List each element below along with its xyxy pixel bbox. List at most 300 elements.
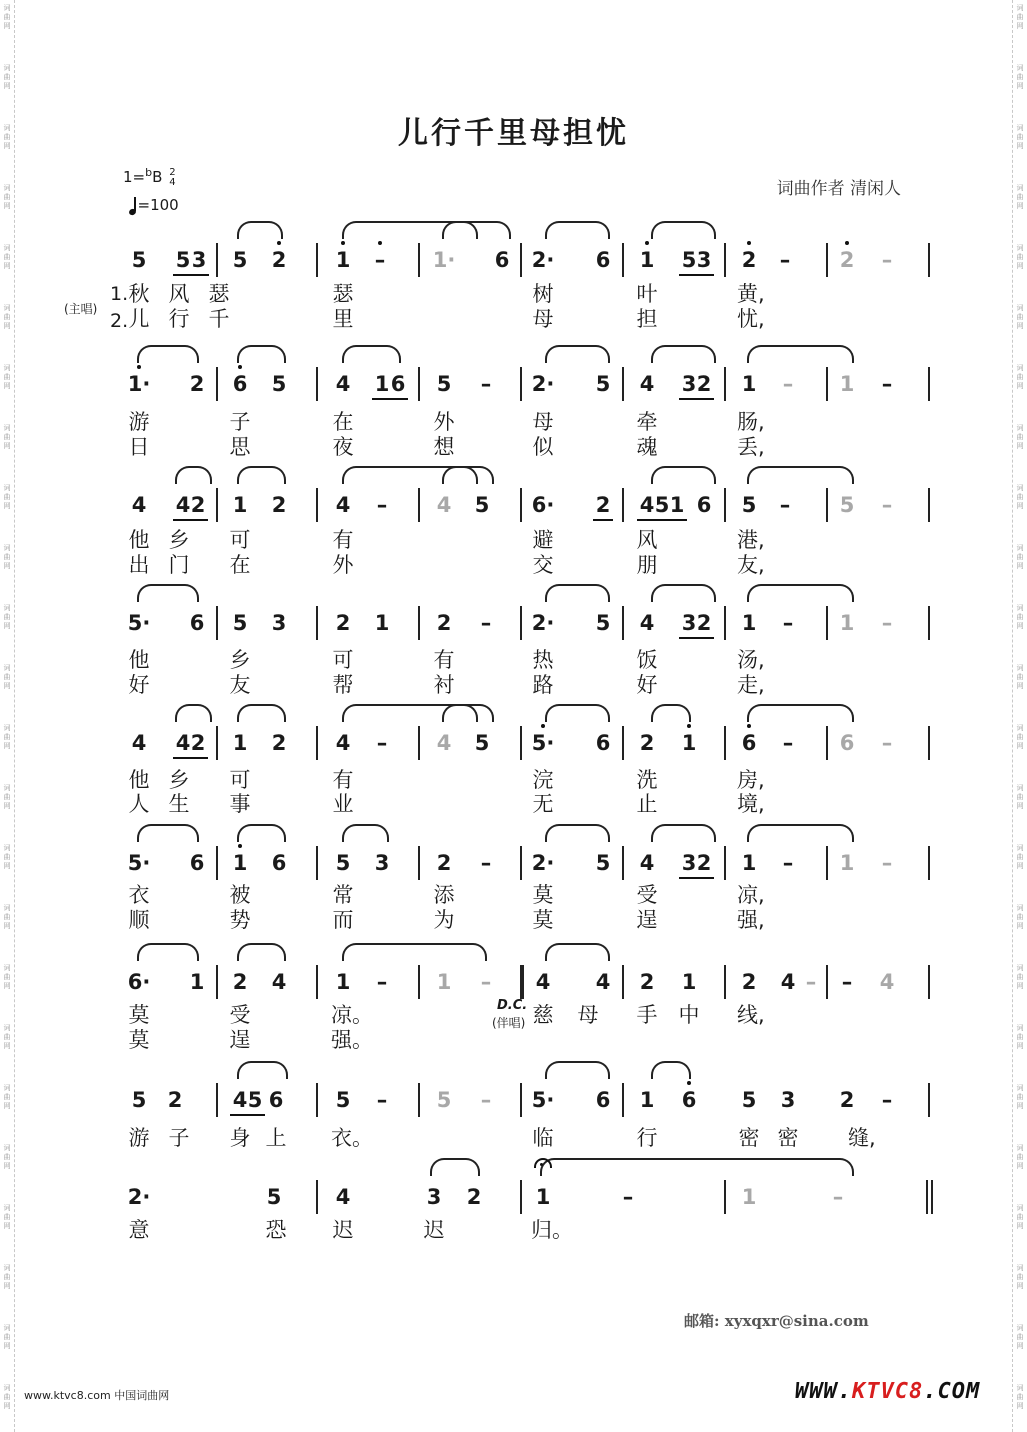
slur-arc [442, 704, 494, 722]
watermark-glyphs: 词 曲 网 [3, 1384, 11, 1410]
score-note: 1 [681, 970, 697, 994]
score-note: 4 [639, 611, 655, 635]
watermark-glyphs: 词 曲 网 [3, 964, 11, 990]
score-note: 5 [232, 248, 248, 272]
slur-arc [545, 1061, 610, 1079]
score-note: 6· [127, 970, 151, 994]
score-note: 5 [243, 1088, 267, 1112]
time-top: 2 [169, 166, 176, 178]
score-note: – [782, 851, 794, 875]
score-note: 1 [635, 248, 659, 272]
score-note: 4 [335, 731, 351, 755]
score-note: 5 [131, 1088, 147, 1112]
score-note: – [881, 731, 893, 755]
score-row [0, 488, 1027, 528]
score-note: – [480, 1088, 492, 1112]
verse-2-number: 2. [110, 310, 129, 332]
slur-arc [175, 466, 212, 484]
slur-arc [137, 824, 199, 842]
lyric-char: 好 [128, 673, 150, 697]
slur-arc [137, 943, 199, 961]
lyric-char: 受 [229, 1003, 251, 1027]
time-bottom: 4 [169, 176, 176, 188]
bar-line [520, 367, 522, 401]
score-note: 5· [531, 731, 555, 755]
slur-arc [651, 704, 691, 722]
score-note: 2 [835, 248, 859, 272]
watermark-glyphs: 词 曲 网 [3, 1084, 11, 1110]
bar-line [520, 1083, 522, 1117]
lyric-char: 添 [433, 883, 455, 907]
score-note: 1 [370, 372, 394, 396]
lyric-char: 乡 [168, 528, 190, 552]
bar-line [622, 965, 624, 999]
score-note: – [480, 372, 492, 396]
bar-line [520, 846, 522, 880]
lyric-char: 莫 [128, 1028, 150, 1052]
slur-arc [545, 584, 610, 602]
lyric-char: 可 [229, 528, 251, 552]
lyric-char: 临 [532, 1126, 554, 1150]
email-label: 邮箱: [684, 1312, 720, 1330]
lyric-line-verse-1 [0, 648, 1027, 674]
bar-line [724, 846, 726, 880]
bar-line [316, 606, 318, 640]
watermark-glyphs: 词 曲 网 [1016, 784, 1024, 810]
score-note: 2 [232, 970, 248, 994]
time-signature [169, 168, 175, 188]
watermark-glyphs: 词 曲 网 [3, 424, 11, 450]
score-note: 2 [186, 731, 210, 755]
lyric-line-verse-1 [0, 1126, 1027, 1152]
score-note: 2 [639, 731, 655, 755]
bar-line [316, 726, 318, 760]
watermark-glyphs: 词 曲 网 [3, 1264, 11, 1290]
bar-line [316, 1180, 318, 1214]
score-note: – [480, 970, 492, 994]
bar-line [928, 367, 930, 401]
lyric-char: 在 [332, 410, 354, 434]
bar-line [216, 965, 218, 999]
score-note: 1 [639, 1088, 655, 1112]
slur-arc [137, 345, 199, 363]
bar-line [724, 726, 726, 760]
lyric-char: 逞 [636, 908, 658, 932]
slur-arc [430, 1158, 480, 1176]
lyric-char: 浣 [532, 768, 554, 792]
bar-line [826, 488, 828, 522]
lyric-char: 走, [737, 673, 765, 697]
score-note: 2 [189, 372, 205, 396]
lyric-char: 日 [128, 435, 150, 459]
score-note: – [881, 248, 893, 272]
bar-line [216, 846, 218, 880]
lyric-char: 莫 [532, 883, 554, 907]
lyric-char: 路 [532, 673, 554, 697]
lyric-char: 有 [433, 648, 455, 672]
slur-arc [651, 466, 716, 484]
watermark-glyphs: 词 曲 网 [1016, 1324, 1024, 1350]
bar-line [724, 606, 726, 640]
score-note: 5 [741, 1088, 757, 1112]
bar-line [826, 965, 828, 999]
bar-line [826, 367, 828, 401]
score-note: 3 [677, 611, 701, 635]
score-note: 4 [879, 970, 895, 994]
bar-line [418, 606, 420, 640]
score-note: 1 [677, 731, 701, 755]
slur-arc [342, 943, 487, 961]
lyric-char: 线, [737, 1003, 765, 1027]
watermark-glyphs: 词 曲 网 [3, 124, 11, 150]
score-note: – [480, 851, 492, 875]
score-note: 2 [737, 248, 761, 272]
score-note: 1 [232, 493, 248, 517]
lyric-char: 外 [332, 553, 354, 577]
lyric-char: 洗 [636, 768, 658, 792]
bar-line [522, 965, 524, 999]
lyric-char: 母 [532, 307, 554, 331]
lyric-char: 乡 [229, 648, 251, 672]
watermark-glyphs: 词 曲 网 [1016, 1144, 1024, 1170]
lyric-line-verse-1 [0, 528, 1027, 554]
bar-line [418, 1083, 420, 1117]
watermark-glyphs: 词 曲 网 [3, 64, 11, 90]
score-note: 3 [187, 248, 211, 272]
score-note: 4 [335, 372, 351, 396]
score-note: – [480, 611, 492, 635]
slur-arc [442, 466, 494, 484]
lyric-line-verse-1 [0, 768, 1027, 794]
lyric-char: 汤, [737, 648, 765, 672]
score-note: 5 [595, 851, 611, 875]
score-note: 5 [436, 1088, 452, 1112]
watermark-glyphs: 词 曲 网 [3, 544, 11, 570]
watermark-glyphs: 词 曲 网 [3, 484, 11, 510]
score-note: 1 [232, 731, 248, 755]
lyric-char: 避 [532, 528, 554, 552]
lyric-char: 风 [168, 282, 190, 306]
lyric-char: 港, [737, 528, 765, 552]
score-note: 5 [131, 248, 147, 272]
watermark-glyphs: 词 曲 网 [1016, 1084, 1024, 1110]
watermark-glyphs: 词 曲 网 [1016, 544, 1024, 570]
score-row [0, 726, 1027, 766]
score-note: – [376, 970, 388, 994]
slur-arc [237, 824, 286, 842]
slur-arc [342, 824, 389, 842]
watermark-glyphs: 词 曲 网 [3, 304, 11, 330]
lyric-char: 密 [777, 1126, 799, 1150]
watermark-glyphs: 词 曲 网 [1016, 64, 1024, 90]
lyric-char: 友 [229, 673, 251, 697]
site-logo[interactable] [795, 1379, 980, 1404]
score-row [0, 1083, 1027, 1123]
score-note: – [881, 372, 893, 396]
lyric-char: 无 [532, 792, 554, 816]
lyric-char: 业 [332, 792, 354, 816]
score-row [0, 606, 1027, 646]
bar-line [622, 606, 624, 640]
bar-line [622, 367, 624, 401]
score-note: 3 [780, 1088, 796, 1112]
lyric-char: 饭 [636, 648, 658, 672]
email-line [684, 1310, 869, 1331]
score-note: 1 [189, 970, 205, 994]
lyric-char: 生 [168, 792, 190, 816]
score-note: 5 [232, 611, 248, 635]
score-note: 1 [331, 248, 355, 272]
lyric-line-verse-2 [0, 435, 1027, 461]
watermark-glyphs: 词 曲 网 [1016, 424, 1024, 450]
score-note: 5 [595, 372, 611, 396]
score-row [0, 367, 1027, 407]
watermark-glyphs: 词 曲 网 [1016, 1024, 1024, 1050]
key-prefix: 1= [123, 168, 146, 186]
lyric-char: 行 [168, 307, 190, 331]
slur-arc [237, 466, 286, 484]
lyric-char: 忧, [737, 307, 765, 331]
score-note: 5 [271, 372, 287, 396]
lyric-char: 热 [532, 648, 554, 672]
watermark-glyphs: 词 曲 网 [3, 664, 11, 690]
dc-marking: D.C. [497, 998, 528, 1013]
watermark-glyphs: 词 曲 网 [1016, 604, 1024, 630]
email-address[interactable]: xyxqxr@sina.com [724, 1312, 869, 1330]
bar-line [724, 488, 726, 522]
bar-line [724, 965, 726, 999]
lyric-char: 衣 [128, 883, 150, 907]
watermark-glyphs: 词 曲 网 [1016, 1204, 1024, 1230]
score-note: 5 [741, 493, 757, 517]
score-note: 5 [171, 248, 195, 272]
lyric-char: 交 [532, 553, 554, 577]
slur-arc [651, 1061, 691, 1079]
watermark-glyphs: 词 曲 网 [1016, 124, 1024, 150]
watermark-glyphs: 词 曲 网 [1016, 964, 1024, 990]
score-note: 2 [692, 851, 716, 875]
score-note: 2 [186, 493, 210, 517]
bar-line [826, 243, 828, 277]
score-row [0, 243, 1027, 283]
bar-line [216, 726, 218, 760]
lyric-char: 可 [332, 648, 354, 672]
score-note: 2· [531, 611, 555, 635]
bar-line [928, 965, 930, 999]
lyric-char: 风 [636, 528, 658, 552]
lyric-char: 千 [208, 307, 230, 331]
lyric-char: 房, [737, 768, 765, 792]
slur-arc [342, 345, 401, 363]
bar-line [520, 726, 522, 760]
lyric-char: 而 [332, 908, 354, 932]
bar-line [931, 1180, 933, 1214]
lyric-char: 逞 [229, 1028, 251, 1052]
bar-line [520, 1180, 522, 1214]
score-note: 4 [171, 731, 195, 755]
bar-line [316, 846, 318, 880]
score-note: 6· [531, 493, 555, 517]
score-note: – [832, 1185, 844, 1209]
lyric-char: 丢, [737, 435, 765, 459]
slur-arc [651, 221, 716, 239]
lyric-char: 行 [636, 1126, 658, 1150]
watermark-glyphs: 词 曲 网 [1016, 724, 1024, 750]
score-note: 6 [189, 611, 205, 635]
score-note: – [881, 493, 893, 517]
lyric-char: 上 [265, 1126, 287, 1150]
watermark-glyphs: 词 曲 网 [1016, 4, 1024, 30]
watermark-glyphs: 词 曲 网 [1016, 664, 1024, 690]
watermark-glyphs: 词 曲 网 [3, 1324, 11, 1350]
lyric-char: 他 [128, 648, 150, 672]
score-note: – [368, 248, 392, 272]
slur-arc [237, 943, 286, 961]
slur-arc [651, 584, 716, 602]
score-note: 1 [228, 851, 252, 875]
score-note: 1 [335, 970, 351, 994]
footer-site-text[interactable]: www.ktvc8.com 中国词曲网 [24, 1389, 170, 1402]
score-note: 2 [591, 493, 615, 517]
score-note: 1 [741, 1185, 757, 1209]
lyric-char: 境, [737, 792, 765, 816]
watermark-glyphs: 词 曲 网 [3, 1144, 11, 1170]
slur-arc [747, 345, 854, 363]
lyric-char: 被 [229, 883, 251, 907]
slur-arc [442, 221, 511, 239]
watermark-glyphs: 词 曲 网 [1016, 364, 1024, 390]
score-note: 2· [531, 372, 555, 396]
watermark-glyphs: 词 曲 网 [1016, 244, 1024, 270]
score-note: 4 [436, 731, 452, 755]
score-note: 3 [426, 1185, 442, 1209]
score-note: 2 [741, 970, 757, 994]
score-note: 3 [677, 372, 701, 396]
score-note: – [622, 1185, 634, 1209]
score-note: 6 [271, 851, 287, 875]
song-title: 儿行千里母担忧 [398, 116, 629, 151]
score-note: 2 [436, 611, 452, 635]
lyric-line-verse-1 [0, 410, 1027, 436]
lyric-line-verse-1 [0, 883, 1027, 909]
watermark-glyphs: 词 曲 网 [3, 364, 11, 390]
lyric-line-verse-1 [0, 282, 1027, 308]
lyric-char: 想 [433, 435, 455, 459]
lyric-char: 游 [128, 410, 150, 434]
lyric-char: 有 [332, 528, 354, 552]
bar-line [418, 846, 420, 880]
logo-brand: KTVC8 [851, 1379, 924, 1404]
score-note: 2 [692, 611, 716, 635]
score-note: 1· [127, 372, 151, 396]
bar-line [724, 243, 726, 277]
score-note: 4 [171, 493, 195, 517]
score-note: 2· [531, 851, 555, 875]
score-note: 6 [595, 248, 611, 272]
lyric-char: 友, [737, 553, 765, 577]
watermark-glyphs: 词 曲 网 [1016, 1384, 1024, 1410]
slur-arc [545, 221, 610, 239]
bar-line [316, 1083, 318, 1117]
bar-line [316, 965, 318, 999]
score-note: 3 [374, 851, 390, 875]
score-note: 1 [741, 611, 757, 635]
score-row [0, 1180, 1027, 1220]
score-note: 4 [436, 493, 452, 517]
score-note: 6 [737, 731, 761, 755]
score-note: – [376, 731, 388, 755]
score-note: 2· [127, 1185, 151, 1209]
slur-arc [237, 221, 283, 239]
score-note: 1 [665, 493, 689, 517]
score-note: – [841, 970, 853, 994]
bar-line [418, 488, 420, 522]
score-note: 1 [741, 372, 757, 396]
lyric-line-verse-2 [0, 908, 1027, 934]
slur-arc [545, 943, 610, 961]
score-note: 4 [131, 493, 147, 517]
score-note: 5 [474, 731, 490, 755]
score-note: 4 [639, 372, 655, 396]
lyric-char: 黄, [737, 282, 765, 306]
score-note: 5 [595, 611, 611, 635]
score-note: 1 [839, 372, 855, 396]
lyric-char: 外 [433, 410, 455, 434]
score-note: 3 [271, 611, 287, 635]
score-note: – [805, 970, 817, 994]
score-note: 4 [131, 731, 147, 755]
lyric-char: 顺 [128, 908, 150, 932]
score-row [0, 846, 1027, 886]
bar-line [418, 243, 420, 277]
score-note: 1 [436, 970, 452, 994]
slur-arc [747, 466, 854, 484]
score-note: – [782, 611, 794, 635]
bar-line [520, 488, 522, 522]
slur-arc [545, 824, 610, 842]
bar-line [520, 606, 522, 640]
note-stem [134, 197, 136, 211]
lyric-char: 他 [128, 528, 150, 552]
watermark-glyphs: 词 曲 网 [1016, 844, 1024, 870]
score-note: 4 [335, 1185, 351, 1209]
lyric-line-verse-2 [0, 307, 1027, 333]
lyric-char: 可 [229, 768, 251, 792]
score-note: 2 [692, 372, 716, 396]
lyric-char: 莫 [128, 1003, 150, 1027]
lyric-char: 受 [636, 883, 658, 907]
score-note: – [779, 493, 791, 517]
lyric-char: 常 [332, 883, 354, 907]
lyric-char: 魂 [636, 435, 658, 459]
key-signature [123, 166, 176, 188]
score-note: 1 [839, 611, 855, 635]
lyric-char: 叶 [636, 282, 658, 306]
watermark-glyphs: 词 曲 网 [1016, 304, 1024, 330]
watermark-glyphs: 词 曲 网 [1016, 484, 1024, 510]
lyric-char: 迟 [423, 1218, 445, 1242]
tempo-marking [129, 196, 179, 214]
lyric-char: 里 [332, 307, 354, 331]
score-note: 4 [639, 851, 655, 875]
watermark-glyphs: 词 曲 网 [3, 904, 11, 930]
score-note: 2 [335, 611, 351, 635]
bar-line [928, 726, 930, 760]
score-note: 2· [531, 248, 555, 272]
watermark-glyphs: 词 曲 网 [3, 844, 11, 870]
lyric-char: 帮 [332, 673, 354, 697]
slur-arc [545, 345, 610, 363]
